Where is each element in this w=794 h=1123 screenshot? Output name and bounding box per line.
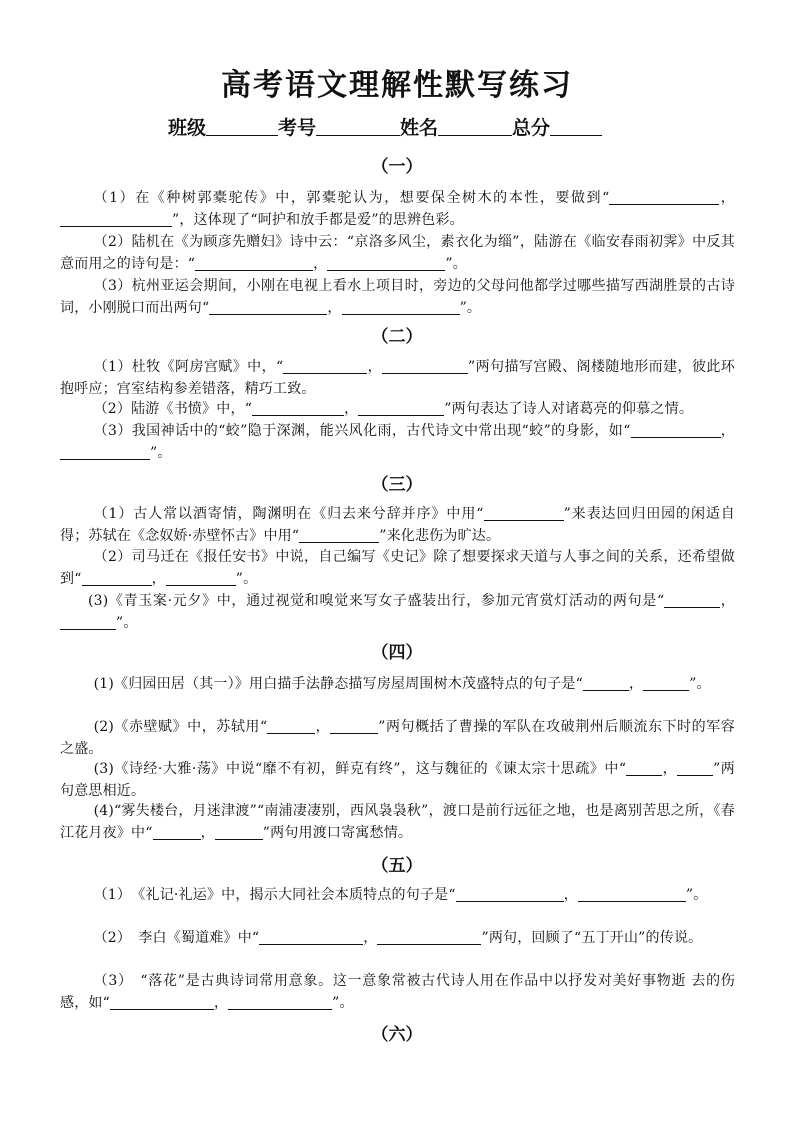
question-1-2: （2）陆机在《为顾彦先赠妇》诗中云：“京洛多风尘，素衣化为缁”，陆游在《临安春雨初霁》中反其意而用之的诗句是：“ ， ”。 [60,234,735,272]
answer-blank [484,505,564,521]
answer-blank [664,592,720,608]
answer-blank [60,211,172,227]
answer-blank [456,886,564,902]
question-5-2: （2） 李白《蜀道难》中“ ， ”两句，回顾了“五丁开山”的传说。 [93,930,703,946]
question-3-2: （2）司马迁在《报任安书》中说，自己编写《史记》除了想要探求天道与人事之间的关系，还希望做到“ ， ”。 [60,549,735,587]
question-5-3: （3） “落花”是古典诗词常用意象。这一意象常被古代诗人用在作品中以抒发对美好事物逝 去的伤感，如“ ， ”。 [60,973,735,1011]
answer-blank [327,255,445,271]
section-heading-4: （四） [371,643,423,663]
section-heading-1: （一） [371,157,423,177]
answer-blank [252,400,344,416]
question-4-2: (2)《赤壁赋》中，苏轼用“ ， ”两句概括了曹操的军队在攻破荆州后顺流东下时的军容之盛。 [60,719,736,757]
answer-blank [342,299,460,315]
question-5-1: （1） 《礼记·礼运》中，揭示大同社会本质特点的句子是“ ， ”。 [93,887,708,903]
question-4-1: (1)《归园田居（其一）》用白描手法静态描写房屋周围树木茂盛特点的句子是“ ， ”。 [93,676,711,692]
section-heading-3: （三） [371,475,423,495]
question-1-1: （1）在《种树郭橐驼传》中，郭橐驼认为，想要保全树木的本性，要做到“ ，”，这体现了“呵护和放手都是爱”的思辨色彩。 [60,187,735,231]
exam-no-blank [316,117,400,136]
answer-blank [283,358,367,374]
answer-blank [195,255,313,271]
student-info-row [168,113,602,140]
name-blank [438,117,512,136]
answer-blank [153,824,201,840]
answer-blank [60,614,116,630]
answer-blank [110,994,214,1010]
answer-blank [330,718,378,734]
answer-blank [609,189,719,205]
score-blank [550,117,602,136]
question-2-2: （2）陆游《书愤》中，“ ， ”两句表达了诗人对诸葛亮的仰慕之情。 [93,401,694,417]
score-label: 总分 [512,117,551,139]
answer-blank [677,760,713,776]
answer-blank [259,929,363,945]
answer-blank [60,444,150,460]
answer-blank [382,358,468,374]
question-3-1: （1）古人常以酒寄情，陶渊明在《归去来兮辞并序》中用“ ”来表达回归田园的闲适自得；苏轼在《念奴娇·赤壁怀古》中用“ ”来化悲伤为旷达。 [60,506,735,544]
question-2-1: （1）杜牧《阿房宫赋》中，“ ， ”两句描写宫殿、阁楼随地形而建，彼此环抱呼应；宫室结构参差错落，精巧工致。 [60,359,735,397]
name-label: 姓名 [400,117,439,139]
answer-blank [299,527,379,543]
section-heading-5: （五） [371,856,423,876]
answer-blank [209,299,327,315]
question-3-3: (3)《青玉案·元夕》中，通过视觉和嗅觉来写女子盛装出行，参加元宵赏灯活动的两句是“ ，”。 [60,590,735,634]
answer-blank [578,886,686,902]
question-4-4: (4)“雾失楼台，月迷津渡”“南浦凄凄别，西风袅袅秋”，渡口是前行远征之地，也是离别苦思之所，《春江花月夜》中“ ， ”两句用渡口寄寓愁情。 [60,803,735,841]
answer-blank [82,570,152,586]
answer-blank [377,929,481,945]
answer-blank [267,718,315,734]
page-title: 高考语文理解性默写练习 [221,68,573,103]
answer-blank [166,570,236,586]
question-2-3: （3）我国神话中的“蛟”隐于深渊，能兴风化雨，古代诗文中常出现“蛟”的身影，如“ ，”。 [60,420,735,464]
exam-no-label: 考号 [278,117,317,139]
answer-blank [643,675,689,691]
answer-blank [215,824,263,840]
section-heading-2: （二） [371,327,423,347]
answer-blank [626,760,662,776]
answer-blank [358,400,444,416]
question-1-3: （3）杭州亚运会期间，小刚在电视上看水上项目时，旁边的父母问他都学过哪些描写西湖胜景的古诗词，小刚脱口而出两句“ ， ”。 [60,278,735,316]
class-label: 班级 [168,117,207,139]
class-blank [206,117,278,136]
answer-blank [228,994,332,1010]
section-heading-6: （六） [371,1025,423,1045]
question-4-3: (3)《诗经·大雅·荡》中说“靡不有初，鲜克有终”，这与魏征的《谏太宗十思疏》中“ ， ”两句意思相近。 [60,761,736,799]
answer-blank [583,675,629,691]
answer-blank [631,422,721,438]
